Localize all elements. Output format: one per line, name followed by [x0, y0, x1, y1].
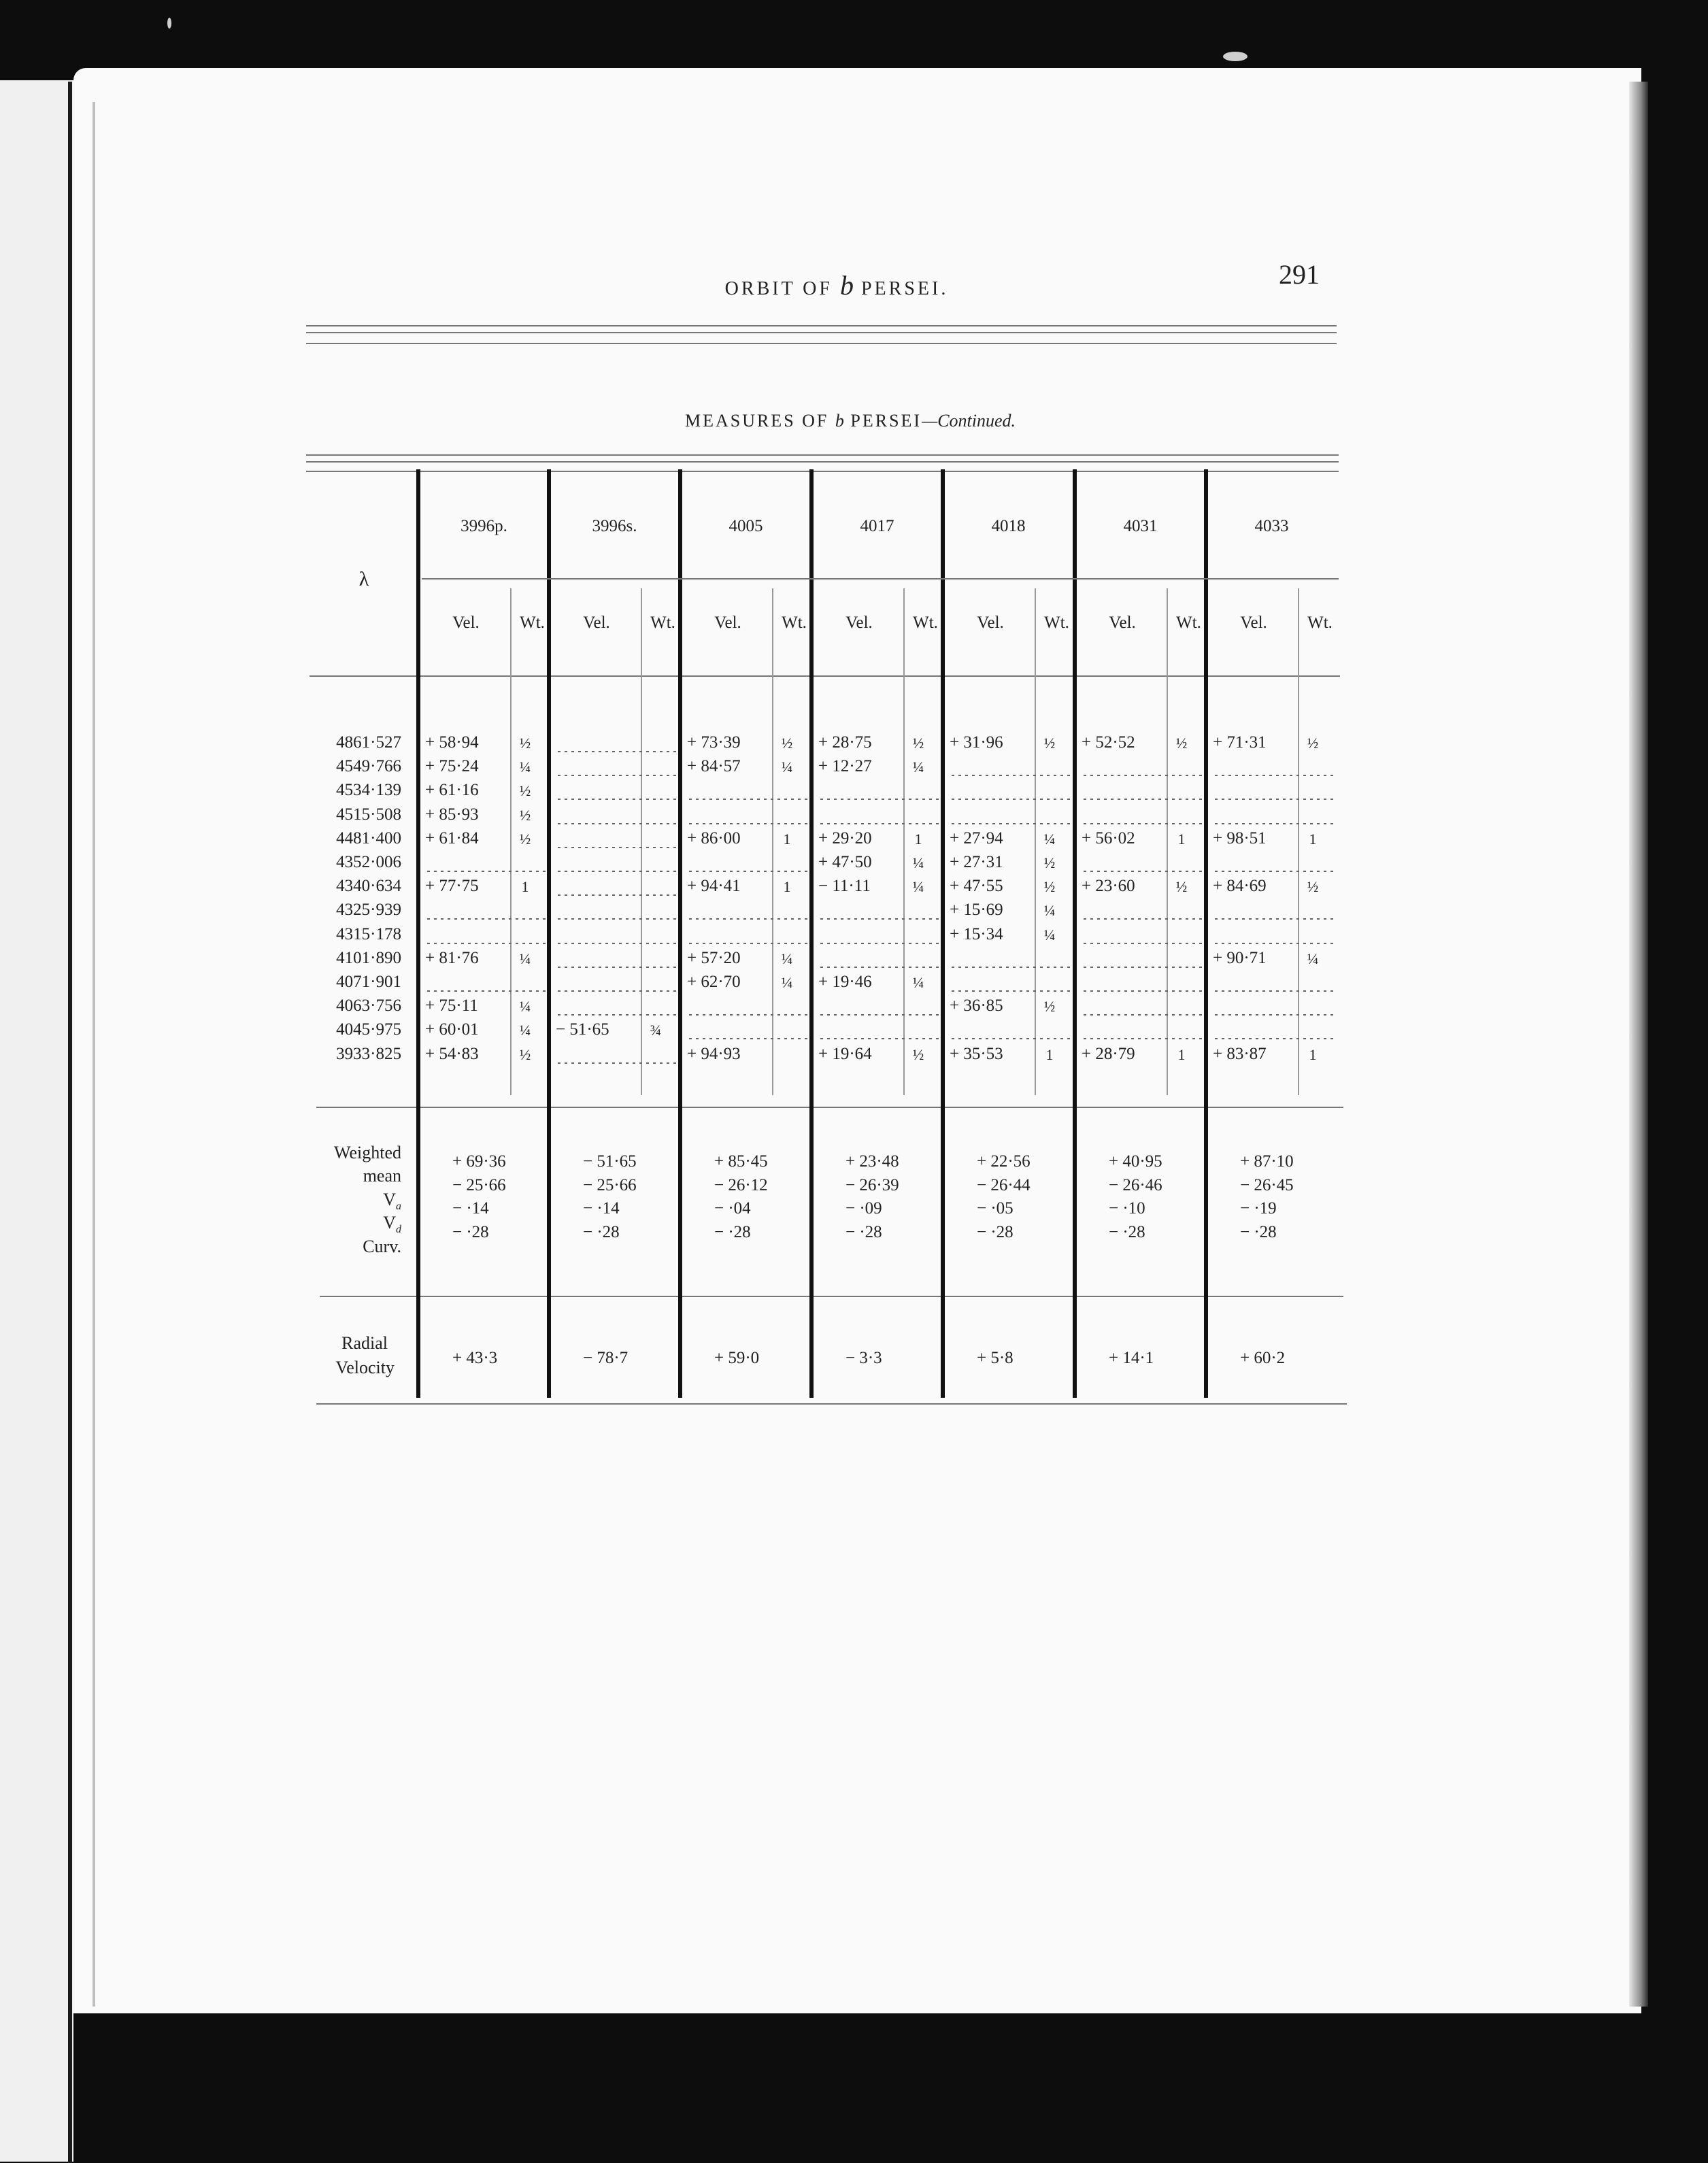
empty-leader	[1082, 871, 1202, 872]
page-number: 291	[1279, 259, 1320, 290]
summary-vd-value: − ·19	[1240, 1199, 1277, 1218]
empty-leader	[1082, 1038, 1202, 1039]
weight-value: ¼	[519, 950, 531, 967]
summary-vd-value: − ·05	[977, 1199, 1014, 1218]
weight-value: ¼	[912, 758, 924, 776]
weight-value: ½	[1175, 878, 1188, 896]
empty-leader	[950, 823, 1070, 824]
va-label-sub: a	[396, 1201, 401, 1213]
empty-leader	[818, 967, 939, 968]
empty-leader	[1213, 871, 1333, 872]
caption-prefix: MEASURES OF	[684, 411, 829, 431]
wt-header: Wt.	[1307, 614, 1333, 632]
summary-vd-value: − ·14	[452, 1199, 489, 1218]
vel-header: Vel.	[1109, 614, 1136, 632]
summary-vd-value: − ·14	[583, 1199, 620, 1218]
curv-label: Curv.	[363, 1237, 401, 1256]
velocity-value: + 77·75	[425, 877, 479, 896]
weight-value: ¼	[1307, 950, 1319, 967]
vel-header: Vel.	[977, 614, 1004, 632]
weight-value: ¼	[1043, 926, 1056, 943]
velocity-value: + 28·75	[818, 733, 872, 752]
velocity-value: + 57·20	[687, 948, 741, 967]
velocity-value: + 56·02	[1082, 828, 1135, 848]
velocity-value: + 23·60	[1082, 877, 1135, 896]
empty-leader	[687, 918, 807, 920]
scan-speck	[167, 18, 171, 29]
empty-leader	[818, 1038, 939, 1039]
empty-leader	[687, 943, 807, 944]
wt-header: Wt.	[520, 614, 545, 632]
empty-leader	[556, 943, 676, 944]
empty-leader	[556, 775, 676, 776]
empty-leader	[687, 1038, 807, 1039]
head-rule	[306, 343, 1337, 344]
summary-mean-value: + 69·36	[452, 1152, 506, 1171]
weight-value: ½	[912, 1045, 924, 1063]
velocity-value: + 28·79	[1082, 1044, 1135, 1063]
weight-value: 1	[1177, 830, 1186, 848]
radial-velocity-value: + 60·2	[1240, 1349, 1286, 1367]
summary-va-value: − 25·66	[452, 1176, 506, 1194]
wavelength-label: 4045·975	[336, 1020, 401, 1039]
vel-header: Vel.	[714, 614, 741, 632]
va-label-text: V	[383, 1190, 396, 1209]
empty-leader	[818, 918, 939, 920]
empty-leader	[1213, 799, 1333, 800]
facing-page-edge	[0, 80, 73, 2162]
wt-header: Wt.	[913, 614, 938, 632]
velocity-value: + 81·76	[425, 948, 479, 967]
weight-value: ¼	[781, 758, 793, 776]
velocity-value: + 84·57	[687, 757, 741, 776]
plate-header: 4005	[729, 517, 763, 535]
weight-value: ½	[1043, 878, 1056, 896]
table-caption	[592, 411, 1109, 431]
empty-leader	[556, 751, 676, 752]
empty-leader	[1082, 823, 1202, 824]
velocity-value: + 27·31	[950, 853, 1003, 871]
wavelength-label: 4340·634	[336, 877, 401, 896]
radial-velocity-value: + 5·8	[977, 1349, 1014, 1367]
velocity-value: + 73·39	[687, 733, 741, 752]
weight-value: ¼	[912, 878, 924, 896]
velocity-value: + 27·94	[950, 828, 1003, 848]
velocity-value: + 84·69	[1213, 877, 1267, 896]
weight-value: ¾	[650, 1022, 662, 1039]
weight-value: 1	[1045, 1045, 1054, 1063]
radial-label: Radial	[341, 1333, 388, 1353]
caption-name: PERSEI	[850, 411, 922, 431]
velocity-value: + 60·01	[425, 1020, 479, 1039]
empty-leader	[687, 823, 807, 824]
empty-leader	[687, 799, 807, 800]
weight-value: ½	[1307, 878, 1319, 896]
empty-leader	[818, 943, 939, 944]
summary-curv-value: − ·28	[452, 1223, 489, 1241]
summary-mean-value: − 51·65	[583, 1152, 637, 1171]
weight-value: ½	[519, 735, 531, 752]
weight-value: 1	[1309, 830, 1317, 848]
summary-va-value: − 26·46	[1109, 1176, 1162, 1194]
velocity-value: + 61·16	[425, 781, 479, 800]
table-bottom-rule	[316, 1403, 1347, 1405]
wavelength-label: 4549·766	[336, 757, 401, 776]
velocity-value: + 54·83	[425, 1044, 479, 1063]
column-divider	[1073, 469, 1077, 1398]
weight-value: ¼	[912, 854, 924, 871]
empty-leader	[1082, 1014, 1202, 1016]
radial-velocity-value: + 14·1	[1109, 1349, 1154, 1367]
weight-value: ¼	[519, 998, 531, 1016]
velocity-value: + 94·93	[687, 1044, 741, 1063]
velocity-value: + 98·51	[1213, 828, 1267, 848]
summary-mean-value: + 87·10	[1240, 1152, 1294, 1171]
wavelength-label: 4481·400	[336, 828, 401, 848]
summary-va-value: − 26·45	[1240, 1176, 1294, 1194]
summary-vd-value: − ·10	[1109, 1199, 1145, 1218]
lambda-header: λ	[358, 568, 369, 590]
summary-va-value: − 26·44	[977, 1176, 1031, 1194]
empty-leader	[556, 1062, 676, 1064]
wt-header: Wt.	[1044, 614, 1069, 632]
summary-mean-value: + 23·48	[845, 1152, 899, 1171]
empty-leader	[556, 823, 676, 824]
running-head-prefix: ORBIT OF	[724, 278, 833, 299]
velocity-value: + 36·85	[950, 996, 1003, 1016]
weight-value: ½	[781, 735, 793, 752]
empty-leader	[1082, 799, 1202, 800]
wavelength-label: 4534·139	[336, 781, 401, 800]
running-head-letter: b	[839, 270, 854, 301]
wavelength-label: 4515·508	[336, 805, 401, 824]
empty-leader	[1213, 823, 1333, 824]
empty-leader	[1213, 990, 1333, 992]
weight-value: 1	[783, 878, 791, 896]
summary-vd-value: − ·09	[845, 1199, 882, 1218]
column-divider	[416, 469, 420, 1398]
wt-header: Wt.	[782, 614, 807, 632]
summary-mean-value: + 22·56	[977, 1152, 1031, 1171]
summary-curv-value: − ·28	[845, 1223, 882, 1241]
weight-value: ¼	[781, 974, 793, 991]
column-divider	[678, 469, 682, 1398]
velocity-value: + 52·52	[1082, 733, 1135, 752]
velocity-value: + 29·20	[818, 828, 872, 848]
weight-value: ½	[519, 1045, 531, 1063]
running-head	[680, 269, 993, 301]
head-rule	[306, 325, 1337, 326]
vel-header: Vel.	[845, 614, 873, 632]
weight-value: 1	[914, 830, 922, 848]
velocity-value: + 62·70	[687, 973, 741, 991]
empty-leader	[556, 847, 676, 848]
velocity-value: + 31·96	[950, 733, 1003, 752]
summary-curv-value: − ·28	[977, 1223, 1014, 1241]
empty-leader	[556, 967, 676, 968]
column-divider	[1204, 469, 1208, 1398]
velocity-value: + 15·34	[950, 924, 1003, 943]
velocity-label: Velocity	[335, 1358, 395, 1377]
velocity-value: + 71·31	[1213, 733, 1267, 752]
vd-label	[272, 1213, 401, 1236]
scan-speck	[1223, 52, 1247, 61]
weight-value: 1	[1309, 1045, 1317, 1063]
velocity-value: + 75·11	[425, 996, 478, 1016]
empty-leader	[950, 990, 1070, 992]
empty-leader	[1082, 918, 1202, 920]
wavelength-label: 4325·939	[336, 901, 401, 920]
weight-value: ½	[1043, 854, 1056, 871]
empty-leader	[556, 894, 676, 896]
summary-curv-value: − ·28	[1240, 1223, 1277, 1241]
velocity-value: + 90·71	[1213, 948, 1267, 967]
empty-leader	[950, 799, 1070, 800]
summary-mean-value: + 85·45	[714, 1152, 768, 1171]
empty-leader	[556, 1014, 676, 1016]
column-divider	[941, 469, 945, 1398]
weight-value: ½	[1307, 735, 1319, 752]
velocity-value: + 61·84	[425, 828, 479, 848]
empty-leader	[1082, 990, 1202, 992]
plate-header: 4017	[860, 517, 894, 535]
weight-value: ½	[1175, 735, 1188, 752]
summary-va-value: − 25·66	[583, 1176, 637, 1194]
velocity-value: + 47·55	[950, 877, 1003, 896]
caption-letter: b	[835, 411, 844, 431]
header-bottom-rule	[309, 675, 1340, 677]
va-label	[272, 1190, 401, 1213]
wavelength-label: 4861·527	[336, 733, 401, 752]
vel-header: Vel.	[1240, 614, 1267, 632]
radial-velocity-value: − 78·7	[583, 1349, 629, 1367]
summary-mean-value: + 40·95	[1109, 1152, 1162, 1171]
wavelength-label: 4101·890	[336, 948, 401, 967]
summary-curv-value: − ·28	[1109, 1223, 1145, 1241]
empty-leader	[1213, 1014, 1333, 1016]
summary-curv-value: − ·28	[583, 1223, 620, 1241]
radial-velocity-value: + 43·3	[452, 1349, 498, 1367]
velocity-value: + 15·69	[950, 901, 1003, 920]
wavelength-label: 3933·825	[336, 1044, 401, 1063]
wt-header: Wt.	[650, 614, 675, 632]
summary-curv-value: − ·28	[714, 1223, 751, 1241]
empty-leader	[425, 943, 546, 944]
velocity-value: + 58·94	[425, 733, 479, 752]
empty-leader	[687, 871, 807, 872]
empty-leader	[1213, 775, 1333, 776]
weight-value: ½	[912, 735, 924, 752]
empty-leader	[1082, 775, 1202, 776]
plate-header: 4033	[1254, 517, 1289, 535]
empty-leader	[425, 918, 546, 920]
weight-value: ¼	[1043, 830, 1056, 848]
plate-header: 4018	[991, 517, 1026, 535]
table-top-rule	[306, 454, 1339, 456]
empty-leader	[818, 823, 939, 824]
weight-value: ½	[1043, 998, 1056, 1016]
weight-value: ½	[519, 782, 531, 800]
velocity-value: + 12·27	[818, 757, 872, 776]
weight-value: ½	[519, 830, 531, 848]
velocity-value: − 51·65	[556, 1020, 609, 1039]
weight-value: 1	[1177, 1045, 1186, 1063]
summary-va-value: − 26·39	[845, 1176, 899, 1194]
plate-header: 3996s.	[592, 517, 637, 535]
empty-leader	[1082, 943, 1202, 944]
empty-leader	[1082, 967, 1202, 968]
weight-value: ¼	[519, 758, 531, 776]
weight-value: ¼	[781, 950, 793, 967]
empty-leader	[687, 1014, 807, 1016]
empty-leader	[556, 990, 676, 992]
empty-leader	[950, 967, 1070, 968]
table-top-rule	[306, 461, 1339, 463]
empty-leader	[556, 871, 676, 872]
wavelength-label: 4063·756	[336, 996, 401, 1016]
velocity-value: + 83·87	[1213, 1044, 1267, 1063]
empty-leader	[425, 871, 546, 872]
summary-va-value: − 26·12	[714, 1176, 768, 1194]
empty-leader	[556, 918, 676, 920]
vd-label-text: V	[383, 1213, 396, 1233]
weight-value: 1	[521, 878, 529, 896]
vel-header: Vel.	[452, 614, 480, 632]
running-head-suffix: PERSEI.	[860, 278, 949, 299]
wt-column-rule	[641, 588, 642, 1095]
facing-page-binding	[68, 82, 72, 2163]
radial-velocity-value: + 59·0	[714, 1349, 760, 1367]
caption-continued: —Continued.	[922, 411, 1016, 431]
vd-label-sub: d	[396, 1224, 401, 1236]
wavelength-label: 4071·901	[336, 973, 401, 991]
plate-header: 4031	[1123, 517, 1158, 535]
velocity-value: + 85·93	[425, 805, 479, 824]
page-fore-edge	[1629, 82, 1648, 2007]
weight-value: ½	[1043, 735, 1056, 752]
wt-header: Wt.	[1176, 614, 1201, 632]
radial-velocity-value: − 3·3	[845, 1349, 882, 1367]
column-divider	[547, 469, 551, 1398]
empty-leader	[1213, 943, 1333, 944]
velocity-value: + 47·50	[818, 853, 872, 871]
wavelength-label: 4315·178	[336, 924, 401, 943]
weight-value: ¼	[912, 974, 924, 991]
empty-leader	[1213, 1038, 1333, 1039]
empty-leader	[425, 990, 546, 992]
empty-leader	[950, 775, 1070, 776]
weighted-label: Weighted	[334, 1143, 401, 1162]
table-top-rule	[306, 471, 1339, 472]
empty-leader	[950, 1038, 1070, 1039]
column-divider	[809, 469, 814, 1398]
summary-top-rule	[316, 1107, 1343, 1108]
mean-label: mean	[363, 1166, 401, 1186]
summary-vd-value: − ·04	[714, 1199, 751, 1218]
plate-subheader-rule	[422, 578, 1339, 580]
velocity-value: + 19·46	[818, 973, 872, 991]
empty-leader	[818, 799, 939, 800]
weight-value: 1	[783, 830, 791, 848]
weight-value: ¼	[1043, 902, 1056, 920]
empty-leader	[818, 1014, 939, 1016]
wavelength-label: 4352·006	[336, 853, 401, 871]
velocity-value: + 94·41	[687, 877, 741, 896]
velocity-value: + 75·24	[425, 757, 479, 776]
empty-leader	[1213, 918, 1333, 920]
velocity-value: − 11·11	[818, 877, 871, 896]
plate-header: 3996p.	[461, 517, 507, 535]
book-page	[73, 68, 1641, 2013]
radial-top-rule	[320, 1296, 1343, 1297]
velocity-value: + 35·53	[950, 1044, 1003, 1063]
velocity-value: + 86·00	[687, 828, 741, 848]
weight-value: ¼	[519, 1022, 531, 1039]
empty-leader	[556, 799, 676, 800]
velocity-value: + 19·64	[818, 1044, 872, 1063]
head-rule	[306, 332, 1337, 333]
page-gutter-line	[93, 102, 95, 2007]
vel-header: Vel.	[583, 614, 610, 632]
weight-value: ½	[519, 806, 531, 824]
